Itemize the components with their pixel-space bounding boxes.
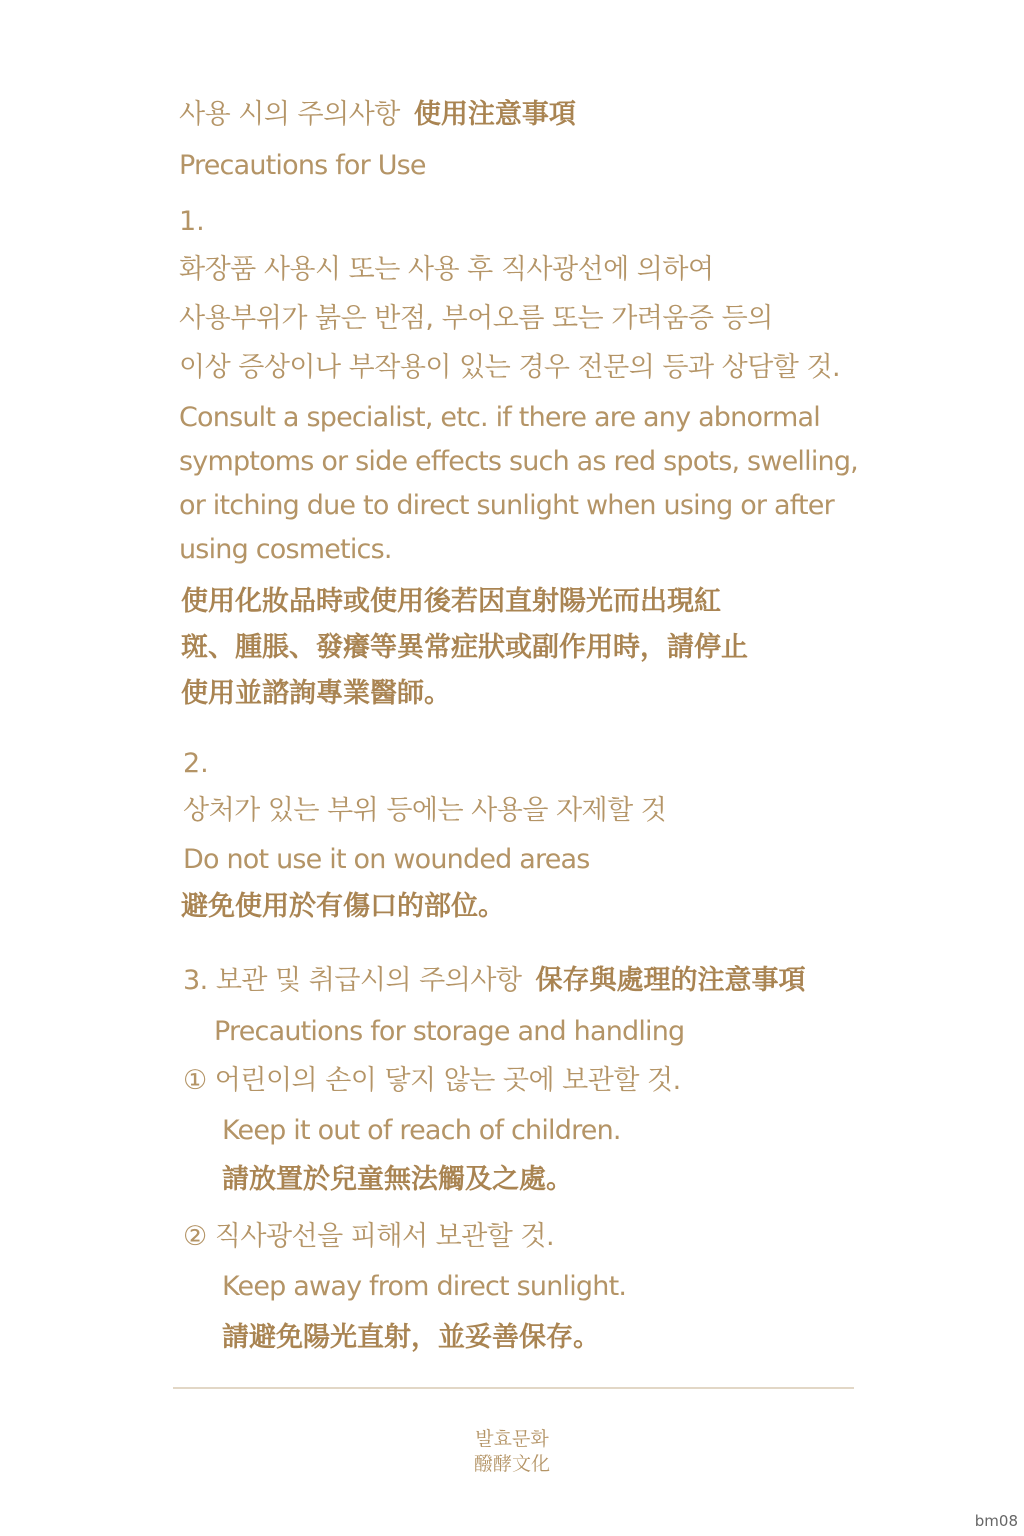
section3-item1-en: Keep it out of reach of children. — [222, 1115, 621, 1146]
section3-heading-en: Precautions for storage and handling — [214, 1016, 685, 1047]
section3-item2-ko: ② 직사광선을 피해서 보관할 것. — [183, 1221, 555, 1252]
section3-heading-ko: 3. 보관 및 취급시의 주의사항 — [183, 965, 522, 996]
section2-ko: 상처가 있는 부위 등에는 사용을 자제할 것 — [183, 795, 667, 826]
section1-zh-line-1: 使用化妝品時或使用後若因直射陽光而出現紅 — [181, 586, 721, 617]
footer-brand-ko: 발효문화 — [475, 1428, 549, 1450]
section3-heading — [183, 967, 806, 994]
section3-heading-zh: 保存與處理的注意事項 — [535, 965, 806, 996]
section3-item1-zh: 請放置於兒童無法觸及之處。 — [222, 1164, 573, 1195]
divider — [173, 1387, 854, 1389]
section1-en-line-1: Consult a specialist, etc. if there are any abnormal — [179, 402, 820, 433]
section1-number: 1. — [179, 206, 205, 237]
title-ko: 사용 시의 주의사항 — [179, 99, 400, 130]
section1-ko-line-3: 이상 증상이나 부작용이 있는 경우 전문의 등과 상담할 것. — [179, 352, 841, 383]
section1-zh-line-3: 使用並諮詢專業醫師。 — [181, 678, 451, 709]
section2-zh: 避免使用於有傷口的部位。 — [181, 891, 505, 922]
title-en: Precautions for Use — [179, 150, 426, 181]
title-line — [179, 101, 576, 128]
section3-item2-en: Keep away from direct sunlight. — [222, 1271, 627, 1302]
section1-en-line-4: using cosmetics. — [179, 534, 392, 565]
watermark-code: bm08 — [974, 1512, 1018, 1530]
section3-item2-zh: 請避免陽光直射，並妥善保存。 — [222, 1322, 600, 1353]
section3-item1-ko: ① 어린이의 손이 닿지 않는 곳에 보관할 것. — [183, 1065, 681, 1096]
section2-number: 2. — [183, 748, 209, 779]
section1-ko-line-2: 사용부위가 붉은 반점, 부어오름 또는 가려움증 등의 — [179, 303, 773, 334]
section1-zh-line-2: 斑、腫脹、發癢等異常症狀或副作用時，請停止 — [181, 632, 748, 663]
section1-en-line-2: symptoms or side effects such as red spots, swelling, — [179, 446, 858, 477]
section1-en-line-3: or itching due to direct sunlight when using or after — [179, 490, 834, 521]
section2-en: Do not use it on wounded areas — [183, 844, 590, 875]
footer-brand-zh: 醱酵文化 — [473, 1453, 550, 1475]
section1-ko-line-1: 화장품 사용시 또는 사용 후 직사광선에 의하여 — [179, 254, 714, 285]
title-zh: 使用注意事項 — [413, 99, 576, 130]
